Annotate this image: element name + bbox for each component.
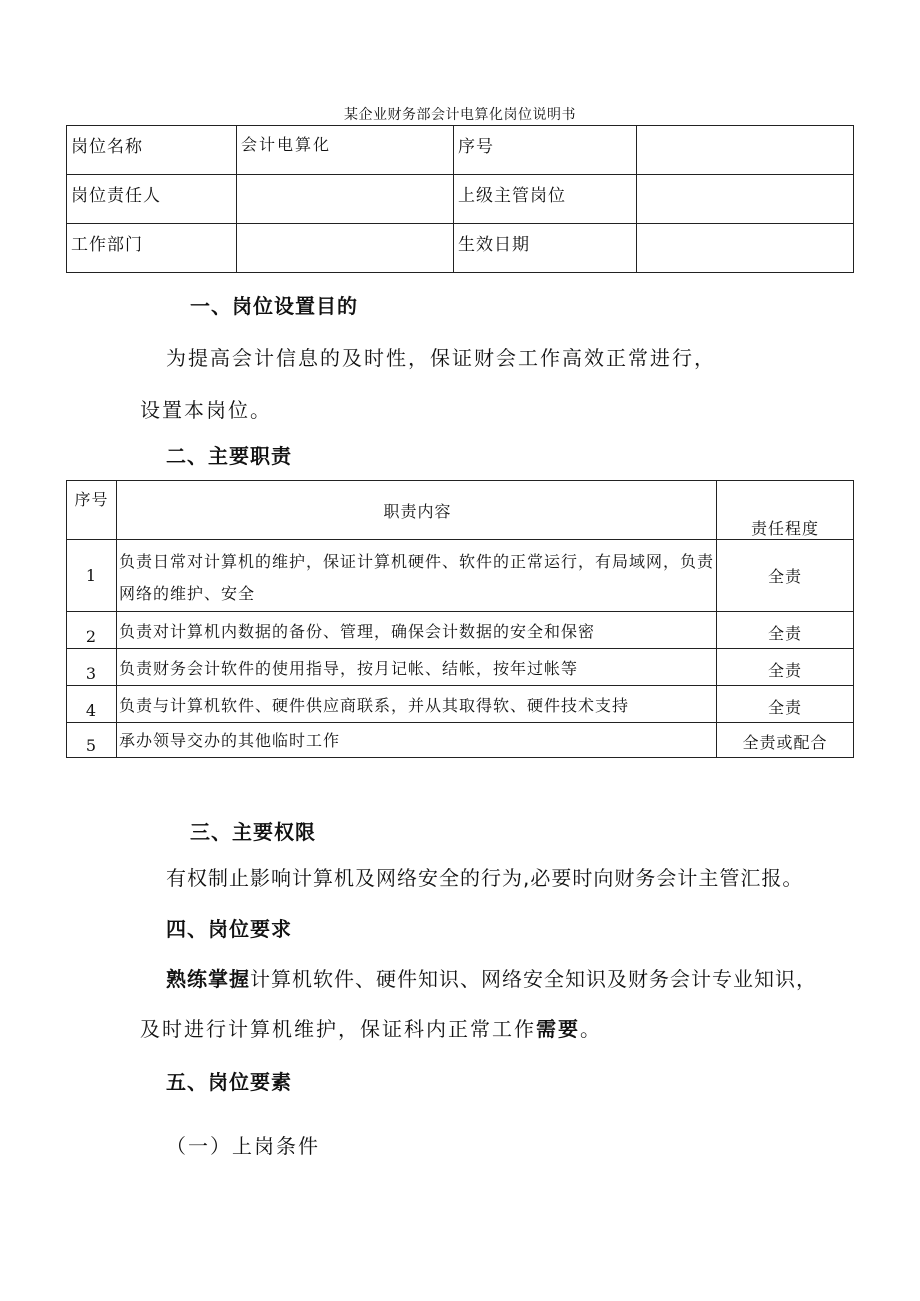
row-num: 3 [67,649,117,686]
row-content: 负责对计算机内数据的备份、管理，确保会计数据的安全和保密 [117,612,717,649]
effective-value [637,224,854,273]
row-degree: 全责 [717,540,854,612]
section5-sub1: （一）上岗条件 [166,1134,320,1158]
seq-value [637,126,854,175]
superior-label: 上级主管岗位 [454,175,637,224]
section1-heading: 一、岗位设置目的 [190,294,358,318]
row-content: 负责财务会计软件的使用指导，按月记帐、结帐，按年过帐等 [117,649,717,686]
section4-line1-rest: 计算机软件、硬件知识、网络安全知识及财务会计专业知识， [250,967,817,991]
section4-line2-bold: 需要 [536,1017,580,1041]
row-degree: 全责 [717,686,854,723]
row-degree: 全责或配合 [717,723,854,758]
row-degree: 全责 [717,649,854,686]
section1-line2: 设置本岗位。 [140,398,272,422]
table-row [67,612,854,649]
table-row [67,723,854,758]
seq-label: 序号 [454,126,637,175]
section4-line2 [140,1013,602,1042]
section3-line1: 有权制止影响计算机及网络安全的行为,必要时向财务会计主管汇报。 [166,866,804,890]
table-header-row [67,481,854,540]
section4-line1-bold: 熟练掌握 [166,967,250,991]
document-title: 某企业财务部会计电算化岗位说明书 [344,107,576,123]
row-num: 4 [67,686,117,723]
duties-table [66,480,854,758]
effective-label: 生效日期 [454,224,637,273]
header-degree: 责任程度 [717,481,854,540]
row-content: 承办领导交办的其他临时工作 [117,723,717,758]
dept-label: 工作部门 [67,224,237,273]
table-row [67,540,854,612]
dept-value [237,224,454,273]
responsible-label: 岗位责任人 [67,175,237,224]
table-row [67,649,854,686]
section1-line1: 为提高会计信息的及时性，保证财会工作高效正常进行， [166,346,716,370]
section5-heading: 五、岗位要素 [166,1070,292,1094]
section4-line2-plain: 及时进行计算机维护，保证科内正常工作 [140,1017,536,1041]
row-degree: 全责 [717,612,854,649]
post-name-label: 岗位名称 [67,126,237,175]
row-content: 负责与计算机软件、硬件供应商联系，并从其取得软、硬件技术支持 [117,686,717,723]
row-num: 2 [67,612,117,649]
section2-heading: 二、主要职责 [166,444,292,468]
header-num: 序号 [67,481,117,540]
post-name-value: 会计电算化 [237,126,454,175]
post-info-table [66,125,854,273]
responsible-value [237,175,454,224]
section4-line1 [166,963,817,992]
table-row [67,686,854,723]
superior-value [637,175,854,224]
row-num: 1 [67,540,117,612]
row-num: 5 [67,723,117,758]
section3-heading: 三、主要权限 [190,820,316,844]
header-content: 职责内容 [117,481,717,540]
section4-heading: 四、岗位要求 [166,917,292,941]
row-content: 负责日常对计算机的维护，保证计算机硬件、软件的正常运行，有局域网，负责网络的维护、安全 [117,540,717,612]
section4-line2-end: 。 [580,1017,602,1041]
